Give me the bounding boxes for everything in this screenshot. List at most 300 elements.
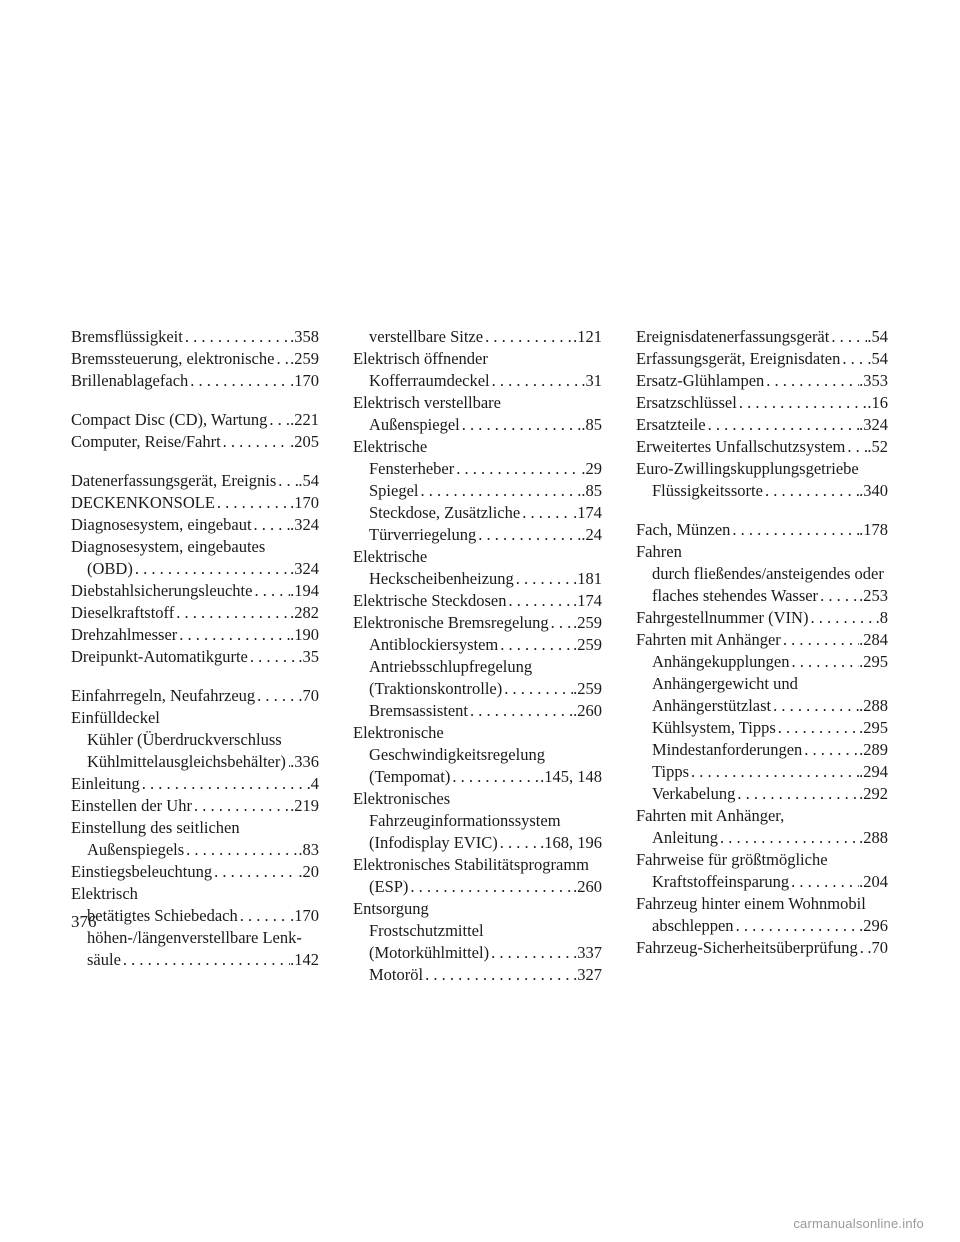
index-entry <box>353 524 602 546</box>
index-term: Fahrzeug-Sicherheitsüberprüfung <box>636 938 858 957</box>
index-line <box>636 827 888 849</box>
index-line <box>353 590 602 612</box>
page-reference: .353 <box>859 371 888 390</box>
index-term: Einstellung des seitlichen <box>71 818 240 837</box>
index-line <box>71 707 319 729</box>
page-reference: .221 <box>290 410 319 429</box>
page-reference: .29 <box>581 459 602 478</box>
index-term: Ersatzteile <box>636 415 706 434</box>
index-term: (ESP) <box>369 877 409 896</box>
index-term: Anhängergewicht und <box>652 674 798 693</box>
index-line <box>71 795 319 817</box>
dot-leader <box>468 700 573 722</box>
page-reference: .190 <box>290 625 319 644</box>
index-term: Einstiegsbeleuchtung <box>71 862 213 881</box>
page-reference: .174 <box>573 591 602 610</box>
index-entry <box>636 937 888 959</box>
dot-leader <box>267 409 290 431</box>
index-line <box>636 585 888 607</box>
index-line <box>71 514 319 536</box>
index-line <box>71 751 319 773</box>
index-entry <box>636 761 888 783</box>
index-line <box>353 678 602 700</box>
index-term: Compact Disc (CD), Wartung <box>71 410 268 429</box>
index-entry <box>353 502 602 524</box>
page-reference: .295 <box>859 652 888 671</box>
index-term: Türverriegelung <box>369 525 477 544</box>
index-line <box>636 739 888 761</box>
entry-gap <box>71 392 319 409</box>
index-line <box>71 817 319 839</box>
dot-leader <box>238 905 290 927</box>
page-reference: .54 <box>298 471 319 490</box>
index-term: Datenerfassungsgerät, Ereignis <box>71 471 277 490</box>
index-term: Ersatzschlüssel <box>636 393 737 412</box>
index-term: Elektronische <box>353 723 444 742</box>
index-term: Diagnosesystem, eingebautes <box>71 537 266 556</box>
index-term: Fensterheber <box>369 459 455 478</box>
page-reference: .358 <box>290 327 319 346</box>
page-reference: .85 <box>581 481 602 500</box>
index-line <box>71 409 319 431</box>
index-term: Fach, Münzen <box>636 520 731 539</box>
index-term: Kühler (Überdruckverschluss <box>87 730 282 749</box>
page-reference: .142 <box>290 950 319 969</box>
dot-leader <box>498 634 573 656</box>
index-entry <box>353 458 602 480</box>
dot-leader <box>735 783 859 805</box>
index-entry <box>353 656 602 700</box>
index-term: Antiblockiersystem <box>369 635 499 654</box>
index-entry <box>71 602 319 624</box>
index-entry <box>353 480 602 502</box>
index-line <box>636 563 888 585</box>
index-line <box>353 744 602 766</box>
page-reference: .296 <box>859 916 888 935</box>
page-reference: .327 <box>573 965 602 984</box>
index-line <box>636 436 888 458</box>
index-term: Kraftstoffeinsparung <box>652 872 790 891</box>
dot-leader <box>408 876 573 898</box>
page-reference: .70 <box>867 938 888 957</box>
page-reference: .170 <box>290 371 319 390</box>
index-term: Geschwindigkeitsregelung <box>369 745 545 764</box>
index-entry <box>636 783 888 805</box>
page-reference: .289 <box>859 740 888 759</box>
dot-leader <box>730 519 859 541</box>
index-term: Fahrzeug hinter einem Wohnmobil <box>636 894 866 913</box>
index-term: Anhängerstützlast <box>652 696 772 715</box>
index-entry <box>71 370 319 392</box>
index-entry <box>353 392 602 436</box>
dot-leader <box>174 602 290 624</box>
index-line <box>636 695 888 717</box>
index-term: Anleitung <box>652 828 718 847</box>
index-term: flaches stehendes Wasser <box>652 586 819 605</box>
index-entry <box>636 348 888 370</box>
page-reference: .194 <box>290 581 319 600</box>
index-line <box>71 685 319 707</box>
dot-leader <box>221 431 290 453</box>
index-line <box>636 541 888 563</box>
dot-leader <box>718 827 859 849</box>
dot-leader <box>845 436 867 458</box>
index-line <box>636 805 888 827</box>
index-line <box>353 612 602 634</box>
index-entry <box>353 612 602 634</box>
index-term: Elektronisches Stabilitätsprogramm <box>353 855 589 874</box>
index-line <box>71 602 319 624</box>
index-line <box>353 876 602 898</box>
index-entry <box>353 348 602 392</box>
index-term: Einfahrregeln, Neufahrzeug <box>71 686 256 705</box>
dot-leader <box>498 832 540 854</box>
dot-leader <box>183 326 290 348</box>
index-line <box>636 783 888 805</box>
index-entry <box>353 546 602 590</box>
index-entry <box>636 739 888 761</box>
index-line <box>636 607 888 629</box>
index-line <box>71 927 319 949</box>
dot-leader <box>737 392 868 414</box>
dot-leader <box>423 964 573 986</box>
page-reference: .52 <box>867 437 888 456</box>
dot-leader <box>490 370 582 392</box>
index-entry <box>71 470 319 492</box>
index-column-1 <box>71 326 319 971</box>
index-line <box>636 849 888 871</box>
index-term: Fahrweise für größtmögliche <box>636 850 828 869</box>
index-line <box>71 536 319 558</box>
dot-leader <box>858 937 868 959</box>
index-line <box>71 646 319 668</box>
page-reference: .324 <box>290 515 319 534</box>
index-line <box>353 370 602 392</box>
index-entry <box>353 898 602 964</box>
dot-leader <box>184 839 298 861</box>
dot-leader <box>689 761 859 783</box>
page-reference: .253 <box>859 586 888 605</box>
index-term: (OBD) <box>87 559 133 578</box>
index-term: Steckdose, Zusätzliche <box>369 503 521 522</box>
dot-leader <box>188 370 290 392</box>
page-reference: .4 <box>306 774 319 793</box>
dot-leader <box>419 480 582 502</box>
index-entry <box>71 817 319 861</box>
dot-leader <box>818 585 859 607</box>
index-entry <box>71 707 319 729</box>
page-reference: .260 <box>573 701 602 720</box>
index-entry <box>636 370 888 392</box>
dot-leader <box>274 348 290 370</box>
index-column-3 <box>636 326 888 959</box>
dot-leader <box>549 612 573 634</box>
index-line <box>636 414 888 436</box>
dot-leader <box>764 370 859 392</box>
page-reference: .260 <box>573 877 602 896</box>
dot-leader <box>177 624 290 646</box>
index-term: (Traktionskontrolle) <box>369 679 503 698</box>
index-entry <box>71 514 319 536</box>
index-line <box>353 392 602 414</box>
index-line <box>636 717 888 739</box>
index-term: Elektrische Steckdosen <box>353 591 507 610</box>
index-entry <box>636 326 888 348</box>
index-term: Erweitertes Unfallschutzsystem <box>636 437 846 456</box>
index-entry <box>636 607 888 629</box>
index-entry <box>636 805 888 849</box>
index-line <box>636 326 888 348</box>
index-line <box>636 370 888 392</box>
index-line <box>353 942 602 964</box>
index-entry <box>71 580 319 602</box>
index-term: Mindestanforderungen <box>652 740 803 759</box>
index-line <box>636 629 888 651</box>
index-line <box>636 893 888 915</box>
index-line <box>353 898 602 920</box>
page-reference: .70 <box>298 686 319 705</box>
index-entry <box>353 326 602 348</box>
index-line <box>353 722 602 744</box>
index-term: Elektrisch öffnender <box>353 349 488 368</box>
index-entry <box>636 458 888 502</box>
index-entry <box>71 905 319 927</box>
index-term: Dreipunkt-Automatikgurte <box>71 647 248 666</box>
page-reference: .295 <box>859 718 888 737</box>
index-term: Elektrisch verstellbare <box>353 393 501 412</box>
page-reference: .170 <box>290 906 319 925</box>
index-line <box>71 861 319 883</box>
index-entry <box>353 964 602 986</box>
index-entry <box>636 849 888 893</box>
page-reference: .292 <box>859 784 888 803</box>
index-term: Heckscheibenheizung <box>369 569 514 588</box>
dot-leader <box>192 795 290 817</box>
index-term: (Tempomat) <box>369 767 451 786</box>
index-entry <box>353 590 602 612</box>
index-term: Ereignisdatenerfassungsgerät <box>636 327 830 346</box>
index-term: Fahrten mit Anhänger <box>636 630 781 649</box>
page-reference: .205 <box>290 432 319 451</box>
dot-leader <box>248 646 298 668</box>
index-term: Entsorgung <box>353 899 429 918</box>
index-entry <box>636 893 888 937</box>
index-line <box>353 700 602 722</box>
index-line <box>71 883 319 905</box>
index-entry <box>636 414 888 436</box>
index-line <box>71 839 319 861</box>
index-entry <box>636 629 888 651</box>
page-reference: .170 <box>290 493 319 512</box>
entry-gap <box>71 668 319 685</box>
index-term: Fahrzeuginformationssystem <box>369 811 561 830</box>
dot-leader <box>489 942 573 964</box>
index-term: Fahrgestellnummer (VIN) <box>636 608 809 627</box>
dot-leader <box>771 695 859 717</box>
index-term: Brillenablagefach <box>71 371 189 390</box>
index-entry <box>353 700 602 722</box>
page-reference: .24 <box>581 525 602 544</box>
index-entry <box>636 541 888 607</box>
index-line <box>353 634 602 656</box>
dot-leader <box>520 502 573 524</box>
index-entry <box>636 436 888 458</box>
dot-leader <box>763 480 859 502</box>
index-entry <box>71 795 319 817</box>
index-line <box>353 766 602 788</box>
index-entry <box>71 773 319 795</box>
index-term: Drehzahlmesser <box>71 625 178 644</box>
dot-leader <box>133 558 290 580</box>
index-line <box>636 392 888 414</box>
index-term: Fahrten mit Anhänger, <box>636 806 785 825</box>
index-line <box>71 492 319 514</box>
index-term: Anhängekupplungen <box>652 652 790 671</box>
dot-leader <box>776 717 859 739</box>
page-reference: .178 <box>859 520 888 539</box>
index-line <box>71 905 319 927</box>
index-term: Elektrische <box>353 437 428 456</box>
index-line <box>636 458 888 480</box>
entry-gap <box>71 453 319 470</box>
page-reference: .83 <box>298 840 319 859</box>
dot-leader <box>789 871 859 893</box>
index-line <box>353 810 602 832</box>
index-term: Diagnosesystem, eingebaut <box>71 515 252 534</box>
dot-leader <box>734 915 860 937</box>
index-term: Tipps <box>652 762 690 781</box>
dot-leader <box>252 580 290 602</box>
index-line <box>353 458 602 480</box>
index-term: Außenspiegels <box>87 840 185 859</box>
index-term: durch fließendes/ansteigendes oder <box>652 564 884 583</box>
page-reference: .340 <box>859 481 888 500</box>
index-term: DECKENKONSOLE <box>71 493 215 512</box>
page-reference: .20 <box>298 862 319 881</box>
index-entry <box>353 854 602 898</box>
index-entry <box>71 409 319 431</box>
index-entry <box>636 651 888 673</box>
index-term: Erfassungsgerät, Ereignisdaten <box>636 349 841 368</box>
index-term: Einfülldeckel <box>71 708 160 727</box>
dot-leader <box>502 678 573 700</box>
index-term: Flüssigkeitssorte <box>652 481 763 500</box>
index-line <box>71 326 319 348</box>
index-line <box>636 761 888 783</box>
index-term: (Infodisplay EVIC) <box>369 833 498 852</box>
index-term: Elektronische Bremsregelung <box>353 613 549 632</box>
entry-gap <box>636 502 888 519</box>
dot-leader <box>781 629 859 651</box>
index-line <box>636 937 888 959</box>
dot-leader <box>514 568 573 590</box>
index-line <box>353 524 602 546</box>
page-reference: .54 <box>867 327 888 346</box>
page-reference: .85 <box>581 415 602 434</box>
index-line <box>71 624 319 646</box>
dot-leader <box>121 949 290 971</box>
page-reference: .282 <box>290 603 319 622</box>
index-term: Verkabelung <box>652 784 736 803</box>
dot-leader <box>140 773 307 795</box>
index-term: Spiegel <box>369 481 419 500</box>
index-term: Elektronisches <box>353 789 451 808</box>
page-reference: .121 <box>573 327 602 346</box>
page-reference: .259 <box>573 613 602 632</box>
index-term: Dieselkraftstoff <box>71 603 175 622</box>
index-entry <box>71 861 319 883</box>
index-line <box>636 519 888 541</box>
page-reference: .284 <box>859 630 888 649</box>
index-term: betätigtes Schiebedach <box>87 906 238 925</box>
index-entry <box>71 348 319 370</box>
page-reference: .288 <box>859 696 888 715</box>
page-reference: .145, 148 <box>540 767 602 786</box>
index-term: verstellbare Sitze <box>369 327 484 346</box>
page-reference: .324 <box>859 415 888 434</box>
dot-leader <box>215 492 290 514</box>
page-reference: .35 <box>298 647 319 666</box>
page-reference: .337 <box>573 943 602 962</box>
index-entry <box>71 492 319 514</box>
dot-leader <box>252 514 291 536</box>
page-reference: .219 <box>290 796 319 815</box>
index-line <box>353 348 602 370</box>
index-entry <box>636 673 888 717</box>
index-term: Motoröl <box>369 965 424 984</box>
index-entry <box>71 685 319 707</box>
watermark: carmanualsonline.info <box>793 1216 924 1231</box>
index-term: Elektrische <box>353 547 428 566</box>
index-line <box>636 915 888 937</box>
index-line <box>353 854 602 876</box>
dot-leader <box>808 607 875 629</box>
index-term: Bremssteuerung, elektronische <box>71 349 275 368</box>
index-term: Computer, Reise/Fahrt <box>71 432 221 451</box>
index-term: Euro-Zwillingskupplungsgetriebe <box>636 459 859 478</box>
index-entry <box>353 722 602 788</box>
index-line <box>636 480 888 502</box>
index-entry <box>71 326 319 348</box>
index-term: Ersatz-Glühlampen <box>636 371 765 390</box>
index-entry <box>353 788 602 854</box>
index-term: Antriebsschlupfregelung <box>369 657 533 676</box>
index-line <box>71 558 319 580</box>
index-entry <box>636 519 888 541</box>
index-term: säule <box>87 950 121 969</box>
index-term: Kühlmittelausgleichsbehälter) <box>87 752 286 771</box>
page-reference: .259 <box>290 349 319 368</box>
index-entry <box>636 392 888 414</box>
index-entry <box>71 624 319 646</box>
page-reference: .181 <box>573 569 602 588</box>
index-line <box>353 568 602 590</box>
page-reference: .8 <box>875 608 888 627</box>
index-line <box>353 964 602 986</box>
index-line <box>71 729 319 751</box>
dot-leader <box>483 326 573 348</box>
index-line <box>71 431 319 453</box>
index-line <box>636 871 888 893</box>
index-line <box>636 673 888 695</box>
index-term: Diebstahlsicherungsleuchte <box>71 581 253 600</box>
index-entry <box>71 431 319 453</box>
dot-leader <box>829 326 867 348</box>
index-line <box>71 580 319 602</box>
index-line <box>636 651 888 673</box>
dot-leader <box>476 524 581 546</box>
page-reference: .174 <box>573 503 602 522</box>
